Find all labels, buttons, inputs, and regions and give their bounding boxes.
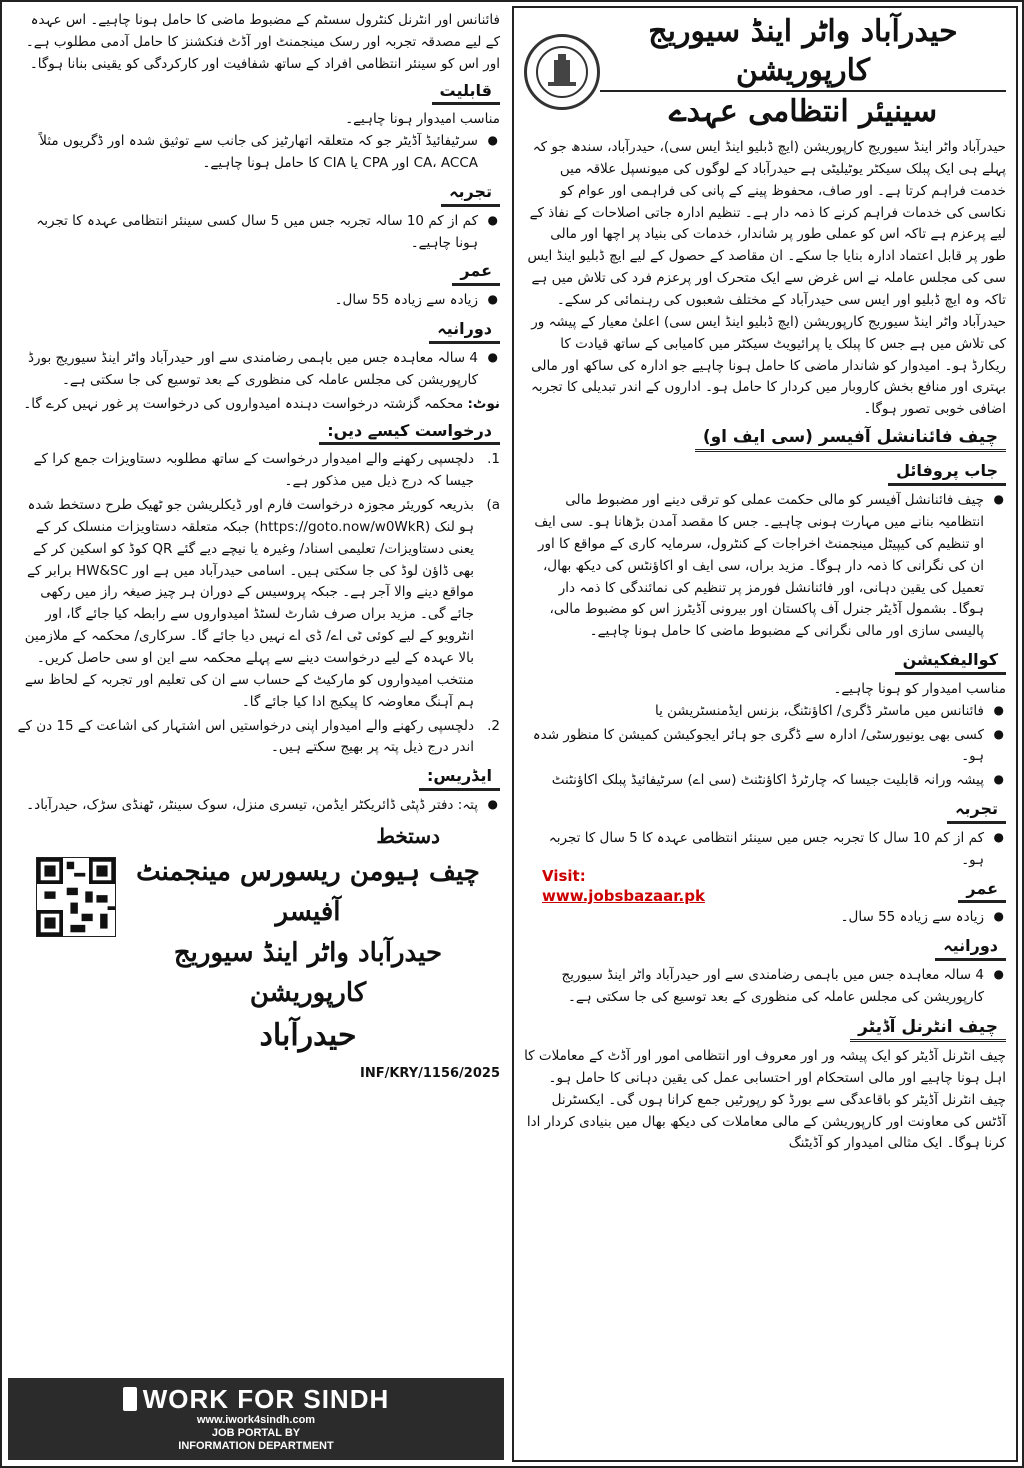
footer-banner xyxy=(8,1378,504,1460)
signatory-city: حیدرآباد xyxy=(259,1018,357,1054)
hwsc-logo-icon xyxy=(524,34,600,110)
cfo-profile-heading: جاب پروفائل xyxy=(888,460,1006,486)
visit-label: Visit: xyxy=(542,867,586,885)
list-item: ● سرٹیفائیڈ آڈیٹر جو کہ متعلقہ اتھارٹیز کی جانب سے توثیق شدہ اور ڈگریوں مثلاً CA، ACCA اور CPA یا CIA کا حامل ہونا چاہیے۔ xyxy=(16,131,478,175)
cfo-age-heading: عمر xyxy=(958,878,1006,904)
list-item: ● 4 سالہ معاہدہ جس میں باہمی رضامندی سے اور حیدرآباد واٹر اینڈ سیوریج کارپوریشن کی مجلس عاملہ کی منظوری کے بعد توسیع کی جا سکتی ہے۔ xyxy=(524,965,984,1009)
list-item: ● 4 سالہ معاہدہ جس میں باہمی رضامندی سے اور حیدرآباد واٹر اینڈ سیوریج بورڈ کارپوریشن کی مجلس عاملہ کی منظوری کے بعد توسیع کی جا سکتی ہے۔ xyxy=(16,348,478,392)
note-label: نوٹ: xyxy=(467,395,500,412)
step-text: دلچسپی رکھنے والے امیدوار اپنی درخواستیں اس اشتہار کی اشاعت کے 15 دن کے اندر درج ذیل پتہ پر بھیج سکتے ہیں۔ xyxy=(17,717,474,756)
cfo-title: چیف فائنانشل آفیسر (سی ایف او) xyxy=(695,425,1006,452)
list-item: ● کم از کم 10 سالہ تجربہ جس میں 5 سال کسی سینئر انتظامی عہدہ کا تجربہ ہونا چاہیے۔ xyxy=(16,211,478,255)
address-heading: ایڈریس: xyxy=(419,765,500,791)
cia-text: چیف انٹرنل آڈیٹر کو ایک پیشہ ور اور معروف اور انتظامی امور اور آڈٹ کے معاملات کا اہل ہونا چاہیے اور مالی استحکام اور احتسابی عمل کی یقین دہانی کا حامل ہو۔ چیف انٹرنل آڈیٹر کو باقاعدگی سے بورڈ کو رپورٹیں جمع کرانا ہوں گی۔ ایکسٹرنل آڈٹس کی معاونت اور کارپوریشن کے مالی معاملات کی دیکھ بھال میں بنیادی کردار ادا کرنا ہوگا۔ ایک مثالی امیدوار کو آڈیٹنگ xyxy=(524,1047,1006,1152)
cfo-age-list xyxy=(524,907,1006,929)
footer-brand-text: WORK FOR SINDH xyxy=(142,1384,390,1414)
list-item: ● فائنانس میں ماسٹر ڈگری/ اکاؤنٹنگ، بزنس ایڈمنسٹریشن یا xyxy=(524,701,984,723)
org-title: حیدرآباد واٹر اینڈ سیوریج کارپوریشن xyxy=(648,14,958,88)
cfo-qual-intro: مناسب امیدوار کو ہونا چاہیے۔ xyxy=(833,680,1006,697)
cia-age-list xyxy=(16,290,500,312)
cia-age-heading: عمر xyxy=(452,260,500,286)
qr-code-wrap xyxy=(16,821,116,941)
visit-banner xyxy=(542,866,762,907)
apply-steps xyxy=(16,449,500,759)
cia-exp-list xyxy=(16,211,500,255)
step-number: a) xyxy=(486,497,500,514)
apply-step xyxy=(16,449,500,493)
step-number: 1. xyxy=(487,451,500,468)
intro-paragraph: حیدرآباد واٹر اینڈ سیوریج کارپوریشن (ایچ ڈبلیو اینڈ ایس سی)، حیدرآباد، سندھ جو کہ پہلے ہی ایک پبلک سیکٹر یوٹیلیٹی ہے حیدرآباد کے لوگوں کی میونسپل علاقہ میں خدمت فراہم کرتا ہے۔ اور صاف، محفوظ پینے کے پانی کی فراہمی اور عوام کو نکاسی کی خدمات فراہم کرنے کا ذمہ دار ہے۔ تنظیم ادارہ جاتی اصلاحات کے نفاذ کے لیے پرعزم ہے تاکہ اس کو عملی طور پر شاندار، خدمات کی بنیاد پر اچھا اور مالی طور پر قابل اعتماد ادارہ بنایا جا سکے۔ ان مقاصد کے حصول کے لیے ایچ ڈبلیو اینڈ ایس سی کی مجلس عاملہ نے اس غرض سے ایک متحرک اور پرعزم فرد کی تلاش میں ہے تاکہ وہ ایچ ڈبلیو اور ایس سی حیدرآباد کے مختلف شعبوں کی رہنمائی کر سکے۔ حیدرآباد واٹر اینڈ سیوریج کارپوریشن (ایچ ڈبلیو اینڈ ایس سی) اعلیٰ معیار کے پیشہ ور کی تلاش میں ہے جس کا پبلک یا پرائیویٹ سیکٹر میں کامیابی کے ساتھ قیادت کا ریکارڈ ہو۔ امیدوار کو شاندار ماضی کا حامل ہونا چاہیے جو ادارہ کی ساکھ اور مالی بہتری اور منافع بخش کاروبار میں کردار کا حامل ہو۔ اداروں کے اندر تبدیلی کا تجربہ اضافی خوبی تصور ہوگا۔ xyxy=(527,139,1006,418)
reference-number: INF/KRY/1156/2025 xyxy=(360,1065,500,1081)
cia-tenure-heading: دورانیہ xyxy=(429,318,500,344)
header-titles xyxy=(600,12,1006,131)
qr-code-icon[interactable] xyxy=(36,857,116,937)
step-text: دلچسپی رکھنے والے امیدوار درخواست کے ساتھ مطلوبہ دستاویزات جمع کرا کے جیسا کہ درج ذیل میں مذکور ہے۔ xyxy=(33,451,474,490)
address-text: ● پتہ: دفتر ڈپٹی ڈائریکٹر ایڈمن، تیسری منزل، سوک سینٹر، ٹھنڈی سڑک، حیدرآباد۔ xyxy=(16,795,478,817)
list-item: ● زیادہ سے زیادہ 55 سال۔ xyxy=(524,907,984,929)
signature-label: دستخط xyxy=(376,823,440,848)
list-item: ● پیشہ ورانہ قابلیت جیسا کہ چارٹرڈ اکاؤنٹنٹ (سی اے) سرٹیفائیڈ پبلک اکاؤنٹنٹ xyxy=(524,770,984,792)
positions-subtitle: سینیئر انتظامی عہدے xyxy=(600,90,1006,131)
cfo-exp-heading: تجربہ xyxy=(947,798,1006,824)
visit-url[interactable]: www.jobsbazaar.pk xyxy=(542,887,705,906)
cia-title: چیف انٹرنل آڈیٹر xyxy=(850,1015,1006,1042)
note-text: محکمہ گزشتہ درخواست دہندہ امیدواروں کی درخواست پر غور نہیں کرے گا۔ xyxy=(23,395,464,412)
footer-line2: INFORMATION DEPARTMENT xyxy=(178,1440,334,1452)
signatory-org: حیدرآباد واٹر اینڈ سیوریج کارپوریشن xyxy=(173,937,443,1008)
cia-qual-heading: قابلیت xyxy=(432,80,501,106)
cfo-qual-heading: کوالیفکیشن xyxy=(895,649,1006,675)
cfo-tenure-heading: دورانیہ xyxy=(935,935,1006,961)
apply-step xyxy=(16,495,500,714)
cia-qual-intro: مناسب امیدوار ہونا چاہیے۔ xyxy=(345,111,500,128)
signature-block xyxy=(16,821,500,1060)
logo-graphic xyxy=(534,44,590,100)
footer-line1: JOB PORTAL BY xyxy=(211,1427,301,1439)
advert-header xyxy=(524,12,1006,131)
note xyxy=(16,394,500,416)
cia-exp-heading: تجربہ xyxy=(441,181,500,207)
footer-brand xyxy=(8,1378,504,1414)
cia-tenure-list xyxy=(16,348,500,392)
list-item: ● زیادہ سے زیادہ 55 سال۔ xyxy=(16,290,478,312)
apply-step xyxy=(16,716,500,760)
cia-qual-list xyxy=(16,131,500,175)
list-item: ● کم از کم 10 سال کا تجربہ جس میں سینئر انتظامی عہدہ کا 5 سال کا تجربہ ہو۔ xyxy=(524,828,984,872)
apply-heading: درخواست کیسے دیں: xyxy=(319,420,500,446)
cfo-tenure-list xyxy=(524,965,1006,1009)
footer-url[interactable]: www.iwork4sindh.com xyxy=(196,1414,316,1426)
signatory xyxy=(116,821,500,1060)
cfo-profile-text: ● چیف فائنانشل آفیسر کو مالی حکمت عملی کو ترقی دینے اور مضبوط مالی انتظامیہ بنانے میں مہارت ہونی چاہیے۔ جس کا مقصد آمدن بڑھانا ہو۔ سی ایف او تنظیم کی کیپیٹل مینجمنٹ اخراجات کے کنٹرول، سرمایہ کاری کے مواقع کا اور ان کی نگرانی کا ذمہ دار ہوگا۔ مزید براں، سی ایف او اکاؤنٹس کی دیکھ بھال، تعمیل کی یقین دہانی، اور فائنانشل فورمز پر تنظیم کی نمائندگی کا ذمہ دار ہوگا۔ بشمول آڈیٹر جنرل آف پاکستان اور بیرونی آڈیٹرز اس کو مضبوط مالی، پالیسی سازی اور مالی نگرانی کے مضبوط ماضی کا حامل ہونا چاہیے۔ xyxy=(524,490,984,643)
step-text: بذریعہ کوریئر مجوزہ درخواست فارم اور ڈیکلریشن جو ٹھیک طرح دستخط شدہ ہو لنک (https://goto.now/w0WkR) جبکہ متعلقہ دستاویزات منسلک کر کے یعنی دستاویزات/ تعلیمی اسناد/ وغیرہ یا نیچے دیے گئے QR کوڈ کو اسکین کر کے بھی ڈاؤن لوڈ کی جا سکتی ہیں۔ اسامی حیدرآباد میں ہے اور HW&SC برابر کے مواقع دینے والا آجر ہے۔ جبکہ پروسیس کے دوران ہر چیز صیغہ راز میں رکھی جائے گی۔ مزید براں صرف شارٹ لسٹڈ امیدواروں سے رابطہ کیا جائے گا، اور انٹرویو کے لیے کوئی ٹی اے/ ڈی اے نہیں دیا جائے گا۔ سرکاری/ محکمہ کے ملازمین بالا عہدہ کے لیے درخواست دینے سے پہلے محکمہ سے این او سی حاصل کریں۔ منتخب امیدواروں کو مارکیٹ کے حساب سے ان کی تعلیم اور تجربہ کے لحاظ سے ہم آہنگ معاوضہ کا پیکیج ادا کیا جائے گا۔ xyxy=(24,497,474,710)
column-divider xyxy=(512,6,514,1462)
step-number: 2. xyxy=(487,717,500,734)
list-item: ● کسی بھی یونیورسٹی/ ادارہ سے ڈگری جو ہائر ایجوکیشن کمیشن کا منظور شدہ ہو۔ xyxy=(524,725,984,769)
right-column xyxy=(512,6,1018,1462)
cfo-profile-list xyxy=(524,490,1006,643)
cia-text-continued: فائنانس اور انٹرنل کنٹرول سسٹم کے مضبوط ماضی کا حامل ہونا چاہیے۔ اس عہدہ کے لیے مصدقہ تجربہ اور رسک مینجمنٹ اور آڈٹ فنکشنز کا حامل آدمی مطلوب ہے۔ اور اس کو سینئر انتظامی افراد کے ساتھ شفافیت اور کارکردگی کو یقینی بنانا ہوگا۔ xyxy=(25,12,500,72)
address-list xyxy=(16,795,500,817)
info-icon xyxy=(123,1387,137,1411)
cfo-qual-list xyxy=(524,701,1006,792)
signatory-title: چیف ہیومن ریسورس مینجمنٹ آفیسر xyxy=(136,856,480,928)
left-column xyxy=(8,6,508,1462)
